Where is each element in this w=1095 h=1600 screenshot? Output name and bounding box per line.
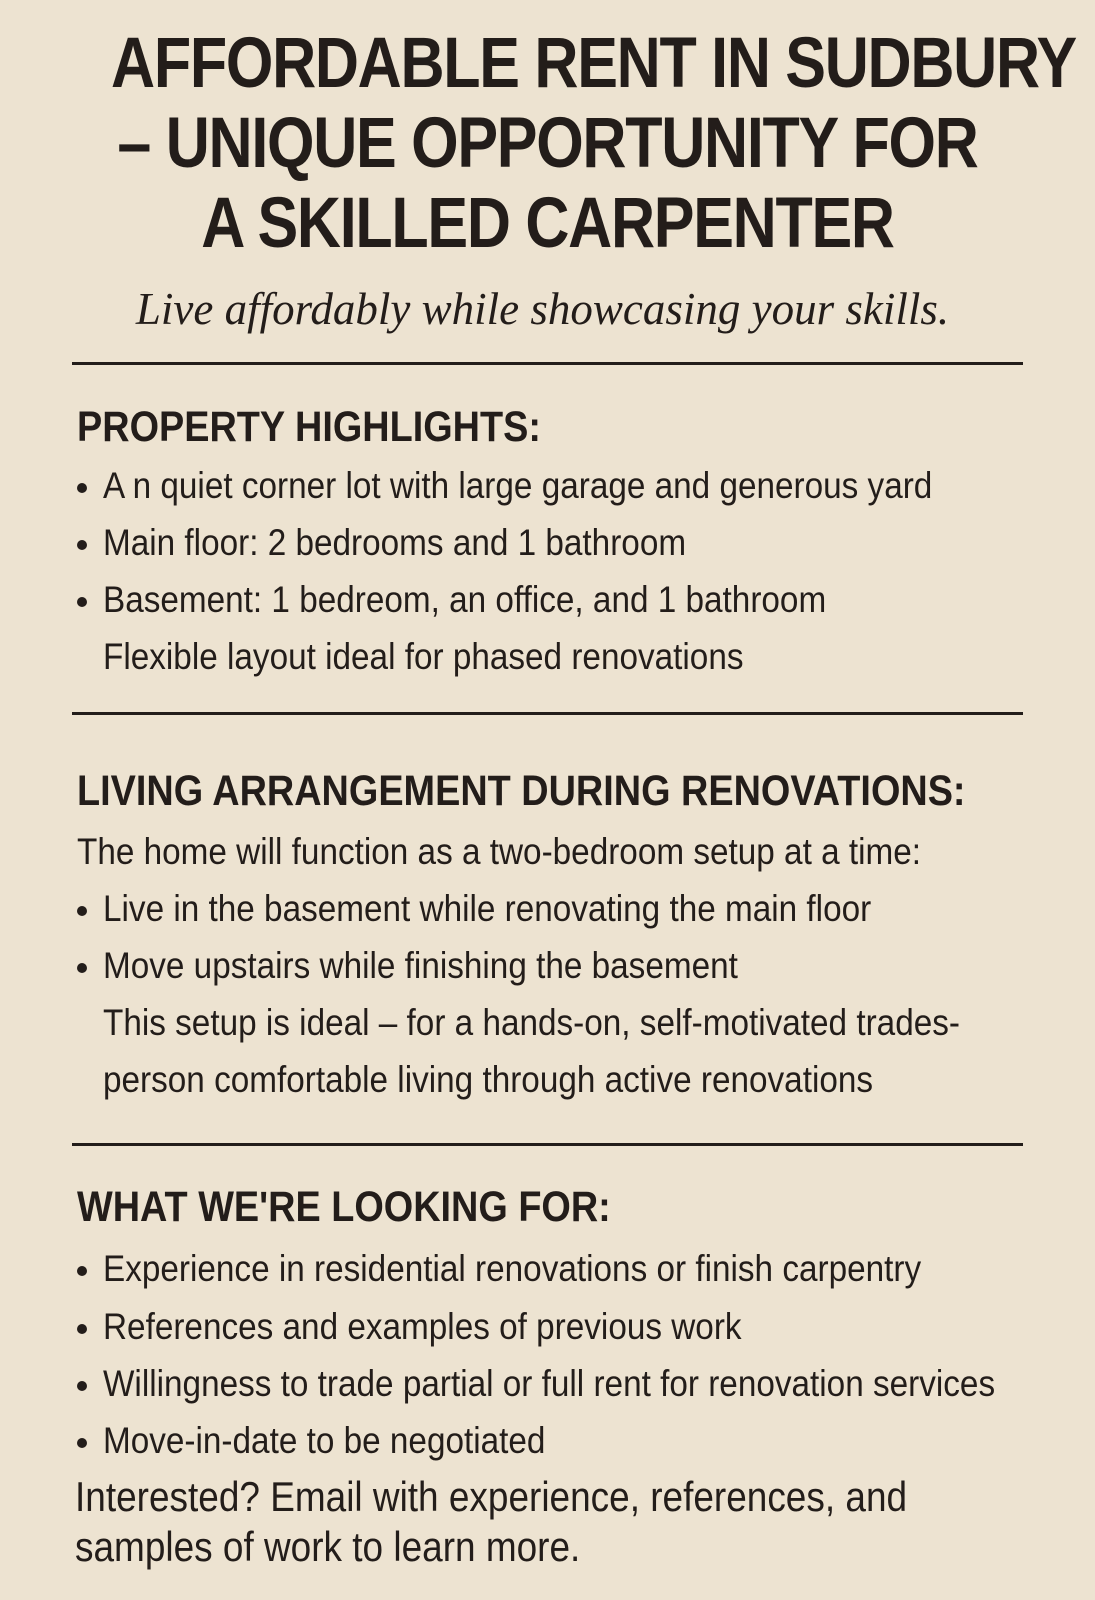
looking-bullet-text: Experience in residential renovations or finish carpentry: [103, 1248, 922, 1289]
bullet-icon: [77, 483, 87, 493]
divider-3: [72, 1143, 1023, 1146]
bullet-icon: [77, 1438, 87, 1448]
living-arrangement-heading: LIVING ARRANGEMENT DURING RENOVATIONS:: [77, 767, 966, 815]
looking-bullet-text: Willingness to trade partial or full rent for renovation services: [103, 1363, 996, 1404]
property-bullet-text: A n quiet corner lot with large garage and generous yard: [103, 465, 933, 506]
looking-for-heading: WHAT WE'RE LOOKING FOR:: [77, 1183, 611, 1231]
bullet-icon: [77, 1381, 87, 1391]
flyer-title: [111, 24, 1076, 264]
bullet-icon: [77, 963, 87, 973]
living-bullet-text: Live in the basement while renovating the main floor: [103, 888, 872, 929]
looking-bullet-text: References and examples of previous work: [103, 1306, 742, 1347]
contact-call-to-action: [75, 1472, 907, 1572]
living-note-line-1: This setup is ideal – for a hands-on, self-motivated trades-: [103, 1002, 960, 1043]
looking-bullet-text: Move-in-date to be negotiated: [103, 1420, 546, 1461]
footer-line-2: samples of work to learn more.: [75, 1523, 581, 1570]
bullet-icon: [77, 1266, 87, 1276]
living-bullet-text: Move upstairs while finishing the basement: [103, 945, 738, 986]
bullet-icon: [77, 597, 87, 607]
flyer-subtitle: Live affordably while showcasing your skills.: [135, 284, 950, 334]
title-line-1: AFFORDABLE RENT IN SUDBURY: [111, 24, 1076, 103]
property-note: Flexible layout ideal for phased renovations: [103, 636, 744, 677]
footer-line-1: Interested? Email with experience, references, and: [75, 1473, 908, 1520]
bullet-icon: [77, 1324, 87, 1334]
property-highlights-heading: PROPERTY HIGHLIGHTS:: [77, 403, 541, 451]
living-intro: The home will function as a two-bedroom setup at a time:: [77, 831, 922, 872]
divider-1: [72, 362, 1023, 365]
bullet-icon: [77, 906, 87, 916]
title-line-2: – UNIQUE OPPORTUNITY FOR: [117, 104, 978, 183]
living-note-line-2: person comfortable living through active renovations: [103, 1059, 874, 1100]
property-bullet-text: Main floor: 2 bedrooms and 1 bathroom: [103, 522, 687, 563]
bullet-icon: [77, 540, 87, 550]
divider-2: [72, 712, 1023, 715]
title-line-3: A SKILLED CARPENTER: [201, 184, 894, 263]
property-bullet-text: Basement: 1 bedreom, an office, and 1 bathroom: [103, 579, 827, 620]
